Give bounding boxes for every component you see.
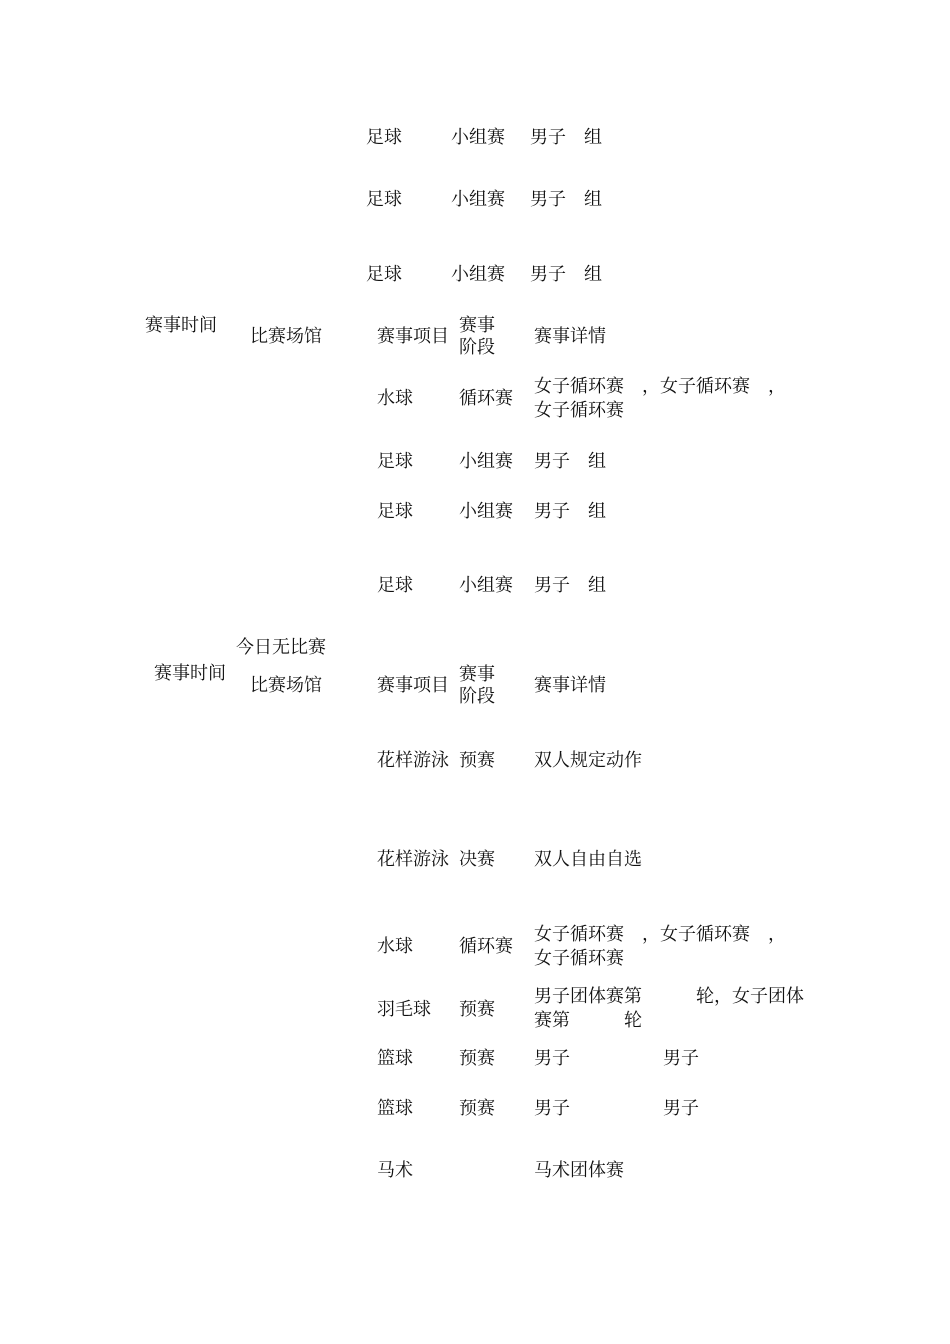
header-sport: 赛事项目 (377, 675, 449, 696)
sport-cell: 足球 (377, 451, 413, 472)
detail-cell: 男子 组 (530, 264, 602, 285)
event-time-label: 赛事时间 (145, 315, 217, 336)
detail-cell-secondary: 男子 (663, 1098, 699, 1119)
detail-cell: 男子团体赛第 轮，女子团体赛第 轮 (534, 986, 804, 1031)
detail-cell: 马术团体赛 (534, 1160, 624, 1181)
header-detail: 赛事详情 (534, 675, 606, 696)
stage-cell: 小组赛 (459, 451, 513, 472)
sport-cell: 足球 (377, 501, 413, 522)
sport-cell: 足球 (377, 575, 413, 596)
no-match-note: 今日无比赛 (236, 637, 326, 658)
stage-cell: 预赛 (459, 1098, 495, 1119)
stage-cell: 循环赛 (459, 388, 513, 409)
event-time-label: 赛事时间 (154, 663, 226, 684)
stage-cell: 小组赛 (459, 501, 513, 522)
venue-label: 比赛场馆 (250, 675, 322, 696)
stage-cell: 小组赛 (459, 575, 513, 596)
detail-cell: 男子 组 (534, 501, 606, 522)
stage-cell: 预赛 (459, 999, 495, 1020)
sport-cell: 水球 (377, 388, 413, 409)
header-stage: 赛事阶段 (459, 664, 495, 707)
detail-cell: 男子 (534, 1048, 570, 1069)
stage-cell: 循环赛 (459, 936, 513, 957)
stage-cell: 小组赛 (451, 264, 505, 285)
sport-cell: 篮球 (377, 1098, 413, 1119)
detail-cell: 男子 (534, 1098, 570, 1119)
header-stage: 赛事阶段 (459, 315, 495, 358)
sport-cell: 足球 (366, 189, 402, 210)
detail-cell: 女子循环赛 ，女子循环赛 ， 女子循环赛 (534, 376, 795, 421)
stage-cell: 决赛 (459, 849, 495, 870)
stage-cell: 小组赛 (451, 127, 505, 148)
stage-cell: 预赛 (459, 750, 495, 771)
detail-cell: 双人自由自选 (534, 849, 642, 870)
sport-cell: 花样游泳 (377, 750, 449, 771)
detail-cell-secondary: 男子 (663, 1048, 699, 1069)
sport-cell: 羽毛球 (377, 999, 431, 1020)
detail-cell: 双人规定动作 (534, 750, 642, 771)
sport-cell: 篮球 (377, 1048, 413, 1069)
detail-cell: 男子 组 (534, 575, 606, 596)
header-detail: 赛事详情 (534, 326, 606, 347)
detail-cell: 女子循环赛 ，女子循环赛 ， 女子循环赛 (534, 924, 795, 969)
stage-cell: 预赛 (459, 1048, 495, 1069)
sport-cell: 马术 (377, 1160, 413, 1181)
detail-cell: 男子 组 (530, 127, 602, 148)
venue-label: 比赛场馆 (250, 326, 322, 347)
detail-cell: 男子 组 (530, 189, 602, 210)
sport-cell: 花样游泳 (377, 849, 449, 870)
detail-cell: 男子 组 (534, 451, 606, 472)
sport-cell: 足球 (366, 264, 402, 285)
sport-cell: 足球 (366, 127, 402, 148)
header-sport: 赛事项目 (377, 326, 449, 347)
stage-cell: 小组赛 (451, 189, 505, 210)
sport-cell: 水球 (377, 936, 413, 957)
